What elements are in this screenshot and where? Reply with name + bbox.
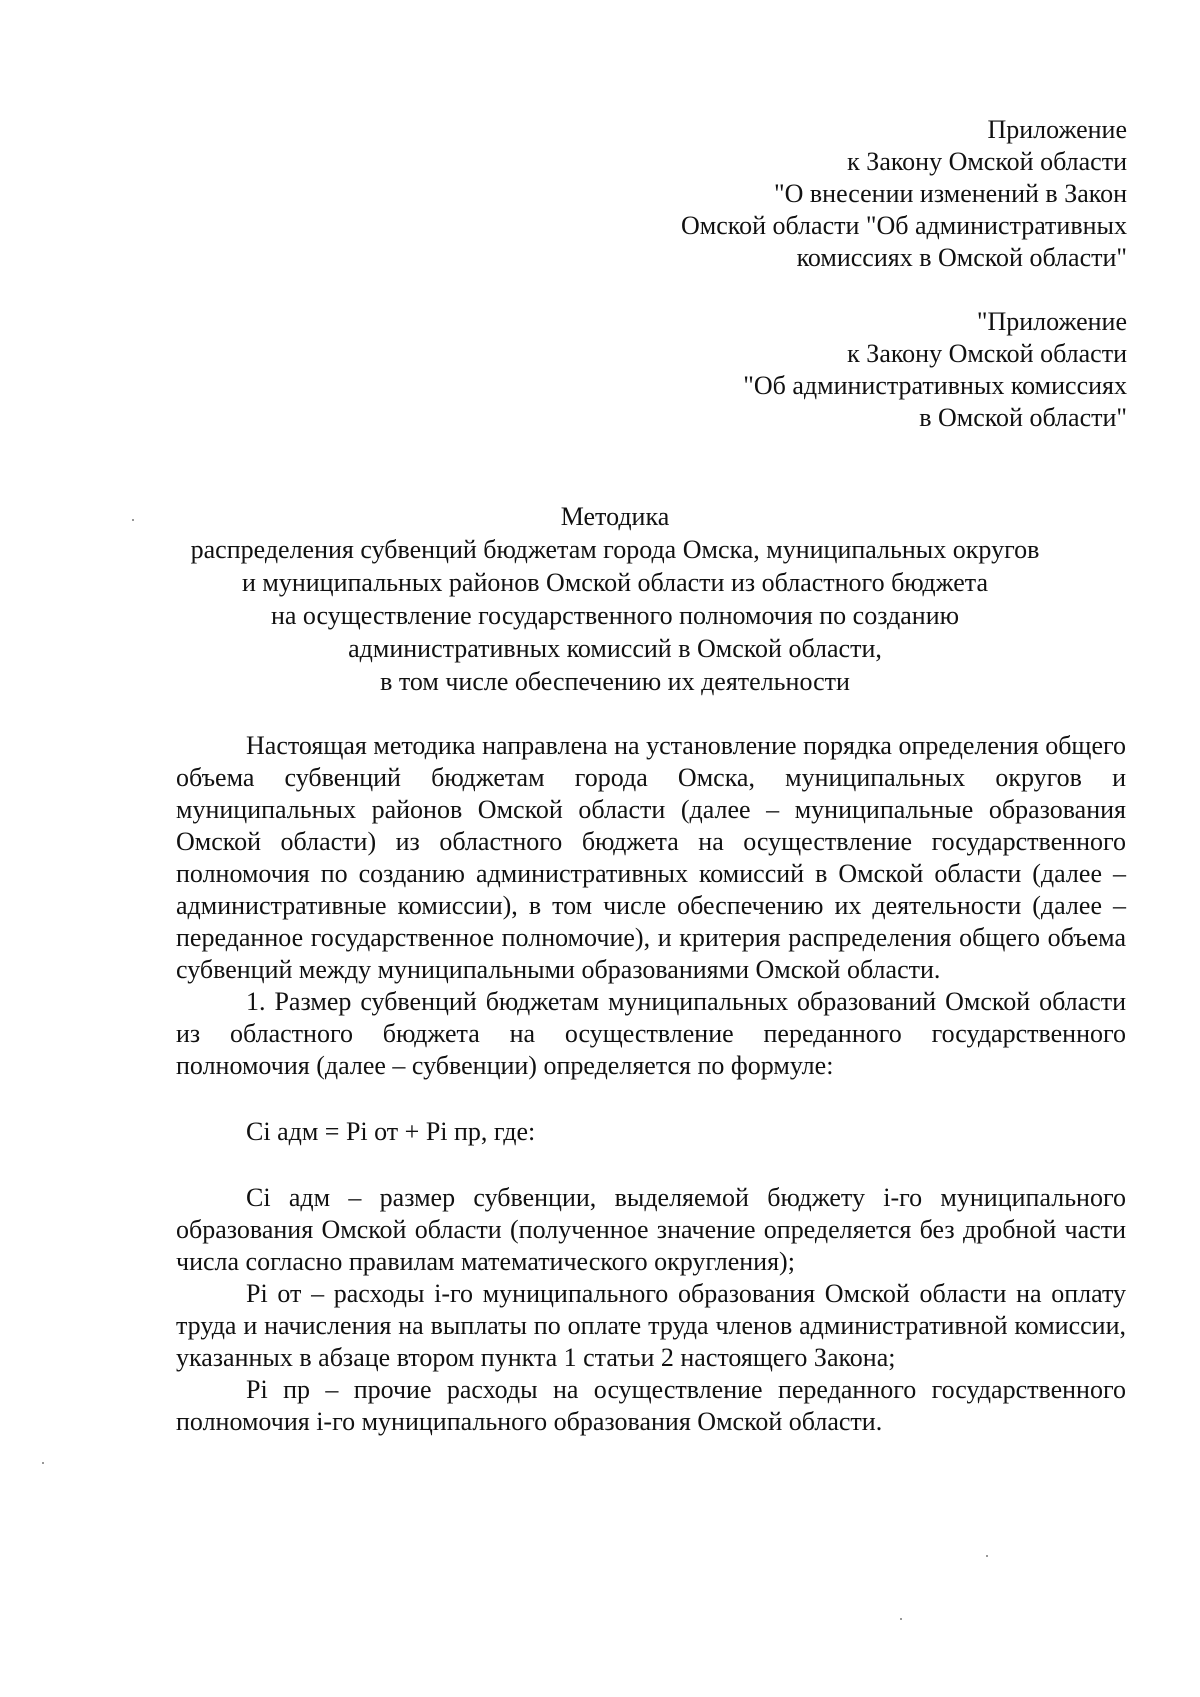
appendix-header-original <box>743 306 1127 434</box>
title-line: административных комиссий в Омской области, <box>348 634 882 663</box>
appendix-line: комиссиях в Омской области" <box>796 243 1127 272</box>
title-heading: Методика <box>560 502 670 531</box>
appendix-line: в Омской области" <box>919 403 1127 432</box>
appendix-line: к Закону Омской области <box>847 147 1127 176</box>
title-line: и муниципальных районов Омской области из областного бюджета <box>241 568 989 597</box>
formula: Ci адм = Pi от + Pi пр, где: <box>246 1117 536 1146</box>
definition-ci: Ci адм – размер субвенции, выделяемой бюджету i-го муниципального образования Омской области (полученное значение определяется без дробной части числа согласно правилам математического округления); <box>176 1183 1126 1276</box>
scan-speck <box>986 1555 988 1557</box>
appendix-line: "Приложение <box>976 307 1127 336</box>
title-line: на осуществление государственного полномочия по созданию <box>270 601 960 630</box>
appendix-header-current <box>681 114 1127 274</box>
definition-pi-ot: Pi от – расходы i-го муниципального образования Омской области на оплату труда и начисления на выплаты по оплате труда членов административной комиссии, указанных в абзаце втором пункта 1 статьи 2 настоящего Закона; <box>176 1279 1126 1372</box>
point-1-paragraph: 1. Размер субвенций бюджетам муниципальных образований Омской области из областного бюджета на осуществление переданного государственного полномочия (далее – субвенции) определяется по формуле: <box>176 987 1126 1080</box>
appendix-line: Приложение <box>987 115 1127 144</box>
title-line: распределения субвенций бюджетам города Омска, муниципальных округов <box>190 535 1040 564</box>
appendix-line: "Об административных комиссиях <box>743 371 1127 400</box>
document-title <box>140 500 1090 698</box>
intro-paragraph: Настоящая методика направлена на установление порядка определения общего объема субвенций бюджетам города Омска, муниципальных округов и муниципальных районов Омской области (далее – муниципальные образования Омской области) из областного бюджета на осуществление государственного полномочия по созданию административных комиссий в Омской области (далее – административные комиссии), в том числе обеспечению их деятельности (далее – переданное государственное полномочие), и критерия распределения общего объема субвенций между муниципальными образованиями Омской области. <box>176 731 1126 984</box>
document-body <box>176 730 1126 1438</box>
appendix-line: "О внесении изменений в Закон <box>774 179 1127 208</box>
scan-speck <box>132 519 134 521</box>
definition-pi-pr: Pi пр – прочие расходы на осуществление переданного государственного полномочия i-го муниципального образования Омской области. <box>176 1375 1126 1436</box>
scan-speck <box>42 1462 44 1464</box>
appendix-line: к Закону Омской области <box>847 339 1127 368</box>
appendix-line: Омской области "Об административных <box>680 211 1127 240</box>
scan-speck <box>900 1618 902 1620</box>
title-line: в том числе обеспечению их деятельности <box>380 667 850 696</box>
